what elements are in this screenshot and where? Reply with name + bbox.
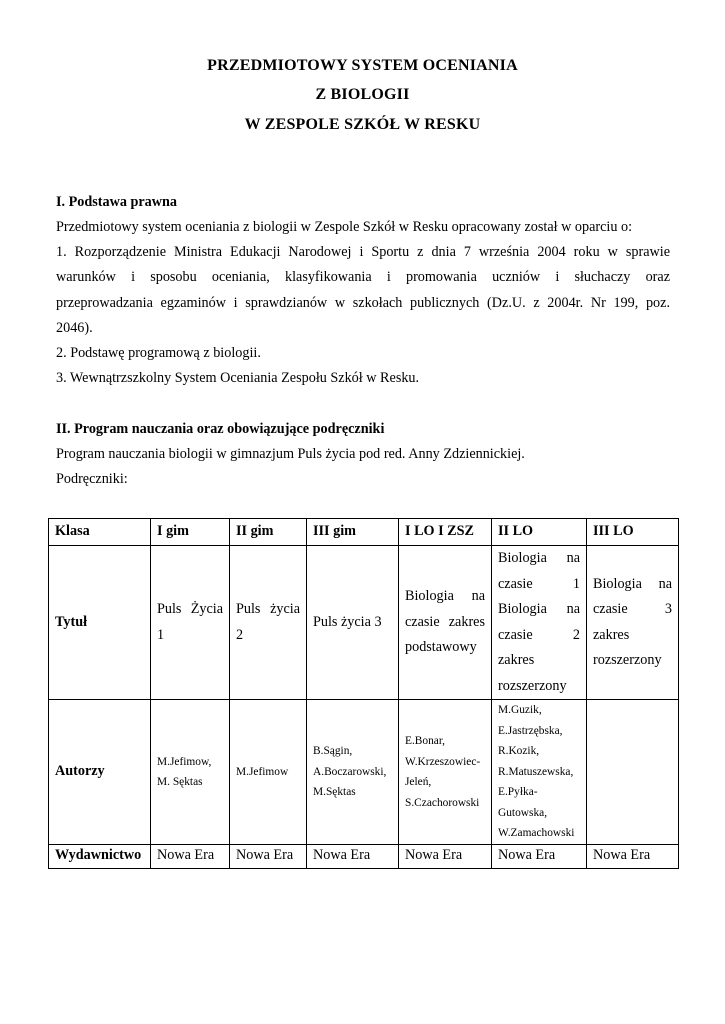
- publisher-cell: Nowa Era: [587, 845, 679, 869]
- table-header-cell: III LO: [587, 519, 679, 546]
- section1-item1-line2: warunków i sposobu oceniania, klasyfikowania i promowania uczniów i słuchaczy oraz: [56, 269, 670, 285]
- section1-item2: 2. Podstawę programową z biologii.: [56, 345, 261, 361]
- table-row-title: [49, 546, 679, 700]
- section1-item3: 3. Wewnątrzszkolny System Oceniania Zespołu Szkół w Resku.: [56, 370, 420, 386]
- table-header-cell: II LO: [492, 519, 587, 546]
- publisher-cell: Nowa Era: [492, 845, 587, 869]
- textbooks-table: [48, 518, 679, 869]
- section1-item1-line4: 2046).: [56, 320, 93, 336]
- title-cell: Biologia na czasie 1 Biologia na czasie 2 zakres rozszerzony: [492, 546, 587, 700]
- table-header-cell: II gim: [230, 519, 307, 546]
- document-title-line3: W ZESPOLE SZKÓŁ W RESKU: [244, 116, 481, 133]
- title-cell: Puls życia 2: [230, 546, 307, 700]
- section1-item1-line1: 1. Rozporządzenie Ministra Edukacji Narodowej i Sportu z dnia 7 września 2004 roku w sprawie: [56, 244, 670, 260]
- section2-program: Program nauczania biologii w gimnazjum Puls życia pod red. Anny Zdziennickiej.: [56, 446, 525, 462]
- authors-cell: [587, 700, 679, 845]
- section2-heading: II. Program nauczania oraz obowiązujące podręczniki: [56, 421, 385, 437]
- title-cell: Biologia na czasie zakres podstawowy: [399, 546, 492, 700]
- row-label-title: Tytuł: [49, 546, 151, 700]
- section1-intro: Przedmiotowy system oceniania z biologii w Zespole Szkół w Resku opracowany został w oparciu o:: [56, 219, 633, 235]
- publisher-cell: Nowa Era: [399, 845, 492, 869]
- title-cell: Puls życia 3: [307, 546, 399, 700]
- section2-textbooks-label: Podręczniki:: [56, 471, 128, 487]
- row-label-authors: Autorzy: [49, 700, 151, 845]
- authors-cell: B.Sągin, A.Boczarowski, M.Sęktas: [307, 700, 399, 845]
- authors-cell: E.Bonar, W.Krzeszowiec-Jeleń, S.Czachorowski: [399, 700, 492, 845]
- authors-cell: M.Jefimow: [230, 700, 307, 845]
- publisher-cell: Nowa Era: [230, 845, 307, 869]
- table-row-authors: [49, 700, 679, 845]
- document-title-line2: Z BIOLOGII: [315, 86, 410, 103]
- table-header-row: [49, 519, 679, 546]
- authors-cell: M.Guzik, E.Jastrzębska, R.Kozik, R.Matuszewska, E.Pyłka-Gutowska, W.Zamachowski: [492, 700, 587, 845]
- table-header-cell: I gim: [151, 519, 230, 546]
- table-row-publisher: [49, 845, 679, 869]
- table-header-cell: Klasa: [49, 519, 151, 546]
- publisher-cell: Nowa Era: [151, 845, 230, 869]
- authors-cell: M.Jefimow, M. Sęktas: [151, 700, 230, 845]
- table-header-cell: III gim: [307, 519, 399, 546]
- section1-heading: I. Podstawa prawna: [56, 194, 178, 210]
- publisher-cell: Nowa Era: [307, 845, 399, 869]
- title-cell: Puls Życia 1: [151, 546, 230, 700]
- document-title-line1: PRZEDMIOTOWY SYSTEM OCENIANIA: [207, 57, 518, 74]
- row-label-publisher: Wydawnictwo: [49, 845, 151, 869]
- table-header-cell: I LO I ZSZ: [399, 519, 492, 546]
- section1-item1-line3: przeprowadzania egzaminów i sprawdzianów w szkołach publicznych (Dz.U. z 2004r. Nr 199, poz.: [56, 295, 670, 311]
- title-cell: Biologia na czasie 3 zakres rozszerzony: [587, 546, 679, 700]
